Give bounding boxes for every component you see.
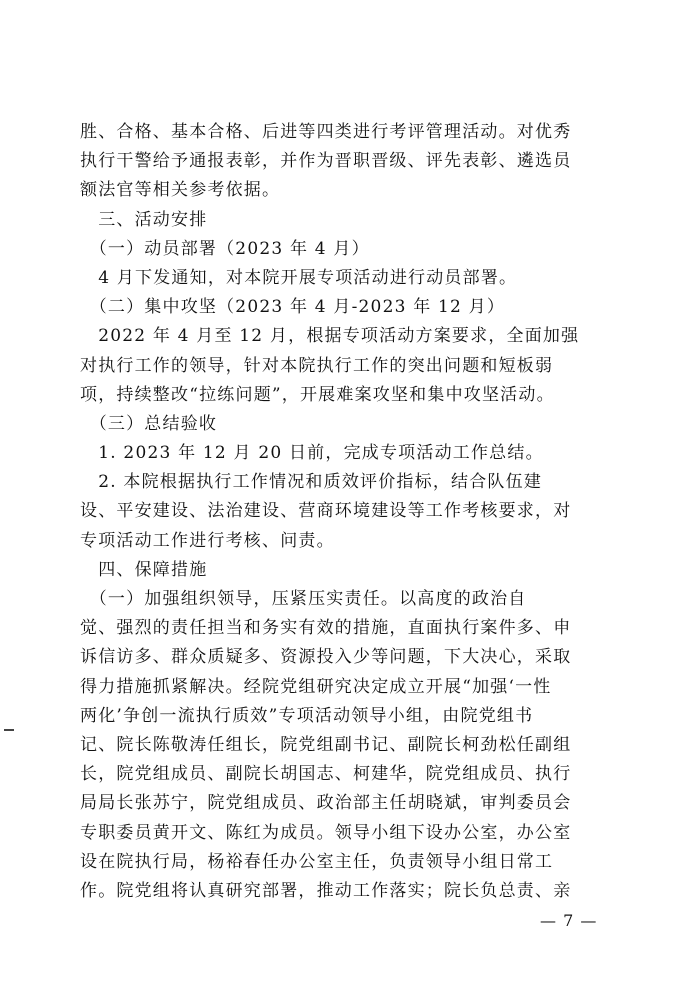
text-line: 专项活动工作进行考核、问责。 bbox=[80, 530, 335, 551]
text-line: 局局长张苏宁，院党组成员、政治部主任胡晓斌，审判委员会 bbox=[80, 793, 572, 814]
text-line: （一）加强组织领导，压紧压实责任。以高度的政治自 bbox=[80, 589, 527, 609]
text-line: 2022 年 4 月至 12 月，根据专项活动方案要求，全面加强 bbox=[80, 326, 580, 347]
text-line: 两化’争创一流执行质效”专项活动领导小组，由院党组书 bbox=[80, 705, 534, 726]
text-line: 1. 2023 年 12 月 20 日前，完成专项活动工作总结。 bbox=[80, 443, 544, 464]
text-line: 得力措施抓紧解决。经院党组研究决定成立开展“加强‘一性 bbox=[80, 676, 552, 697]
text-line: 作。院党组将认真研究部署，推动工作落实；院长负总责、亲 bbox=[80, 880, 572, 901]
page-number: — 7 — bbox=[540, 911, 598, 930]
subsection-heading: （一）动员部署（2023 年 4 月） bbox=[80, 238, 370, 259]
subsection-heading: （三）总结验收 bbox=[80, 413, 218, 434]
text-line: 胜、合格、基本合格、后进等四类进行考评管理活动。对优秀 bbox=[80, 122, 572, 142]
text-line: 专职委员黄开文、陈红为成员。领导小组下设办公室，办公室 bbox=[80, 822, 572, 843]
text-line: 2. 本院根据执行工作情况和质效评价指标，结合队伍建 bbox=[80, 472, 543, 493]
body-text bbox=[80, 118, 640, 906]
text-line: 执行干警给予通报表彰，并作为晋职晋级、评先表彰、遴选员 bbox=[80, 151, 572, 172]
text-line: 觉、强烈的责任担当和务实有效的措施，直面执行案件多、申 bbox=[80, 618, 572, 639]
text-line: 长，院党组成员、副院长胡国志、柯建华，院党组成员、执行 bbox=[80, 764, 572, 785]
subsection-heading: （二）集中攻坚（2023 年 4 月-2023 年 12 月） bbox=[80, 297, 506, 318]
text-line: 设、平安建设、法治建设、营商环境建设等工作考核要求，对 bbox=[80, 501, 572, 522]
text-line: 额法官等相关参考依据。 bbox=[80, 180, 281, 201]
section-heading: 四、保障措施 bbox=[80, 559, 208, 580]
text-line: 项，持续整改“拉练问题”，开展难案攻坚和集中攻坚活动。 bbox=[80, 384, 555, 405]
text-line: 对执行工作的领导，针对本院执行工作的突出问题和短板弱 bbox=[80, 355, 554, 376]
text-line: 记、院长陈敬涛任组长，院党组副书记、副院长柯劲松任副组 bbox=[80, 734, 572, 755]
text-line: 诉信访多、群众质疑多、资源投入少等问题，下大决心，采取 bbox=[80, 647, 572, 668]
margin-mark bbox=[4, 729, 14, 731]
text-line: 设在院执行局，杨裕春任办公室主任，负责领导小组日常工 bbox=[80, 851, 554, 872]
text-line: 4 月下发通知，对本院开展专项活动进行动员部署。 bbox=[80, 267, 518, 288]
section-heading: 三、活动安排 bbox=[80, 209, 208, 230]
